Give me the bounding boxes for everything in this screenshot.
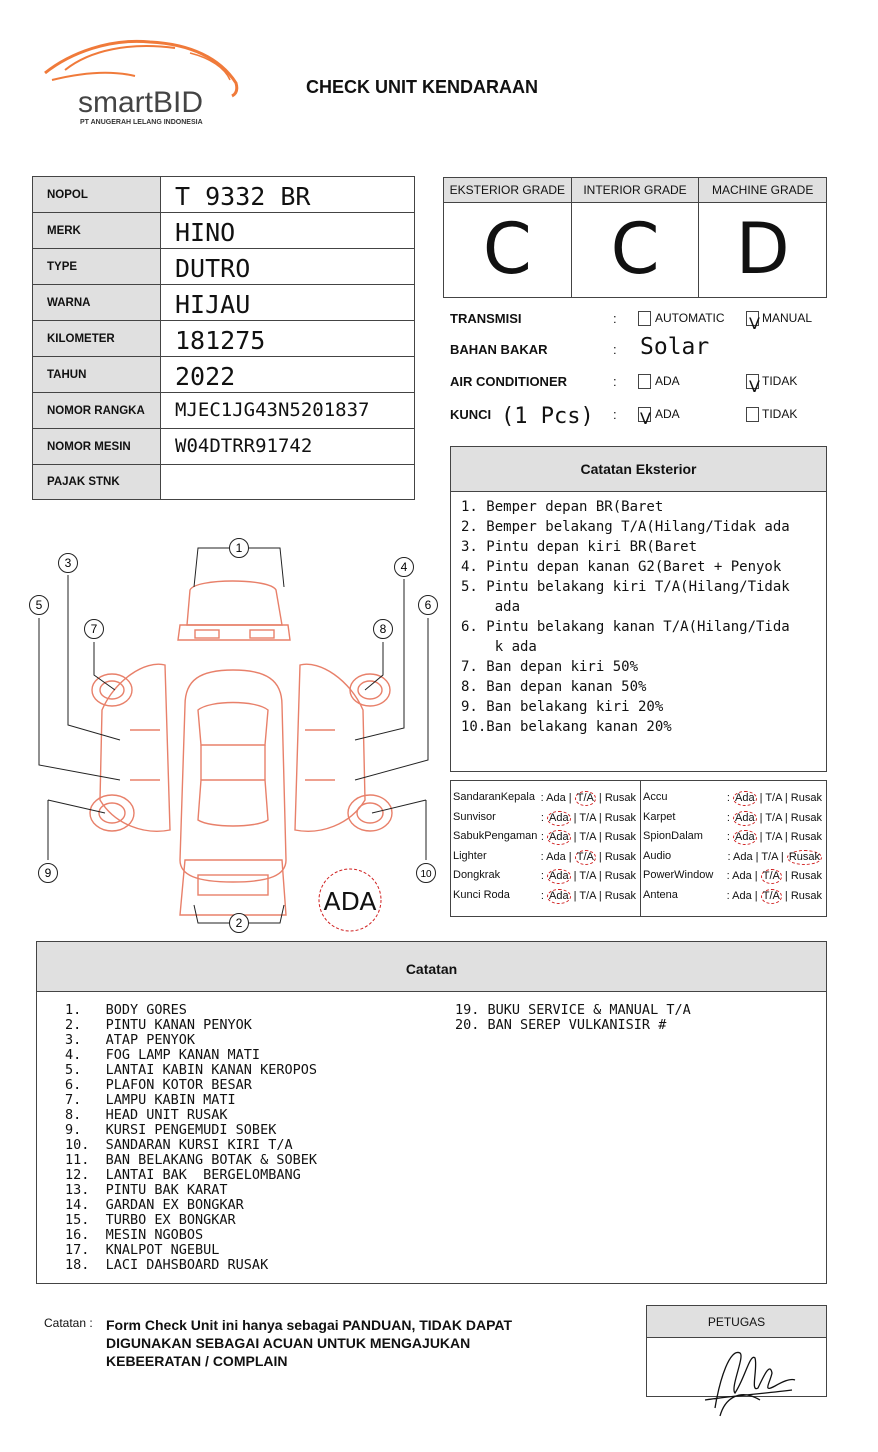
notes-title: Catatan [37, 942, 826, 992]
label-tahun: TAHUN [33, 357, 161, 393]
note-item: 16. MESIN NGOBOS [65, 1227, 204, 1243]
bahan-bakar-colon: : [613, 342, 617, 357]
exterior-note-item: 9. Ban belakang kiri 20% [461, 699, 664, 715]
interior-grade-label: INTERIOR GRADE [572, 178, 699, 203]
row-warna [33, 285, 415, 321]
interior-item-options: : Ada | T/A | Rusak [540, 870, 636, 882]
note-item: 2. PINTU KANAN PENYOK [65, 1017, 252, 1033]
manual-check-mark: V [749, 314, 760, 333]
interior-row [453, 791, 640, 811]
note-item: 3. ATAP PENYOK [65, 1032, 196, 1048]
selected-option-mark: Ada [548, 889, 569, 902]
ac-ada-checkbox[interactable] [638, 374, 651, 389]
row-nopol [33, 177, 415, 213]
interior-item-name: Audio [643, 849, 672, 862]
note-item: 4. FOG LAMP KANAN MATI [65, 1047, 261, 1063]
stamp-text: ADA [323, 887, 377, 916]
row-pajak-stnk [33, 465, 415, 500]
interior-row [643, 850, 826, 870]
kunci-count: (1 Pcs) [501, 404, 594, 429]
note-item: 10. SANDARAN KURSI KIRI T/A [65, 1137, 293, 1153]
row-kilometer [33, 321, 415, 357]
interior-item-name: PowerWindow [643, 869, 714, 881]
note-item: 15. TURBO EX BONGKAR [65, 1212, 236, 1228]
interior-column-right [641, 781, 826, 916]
value-tahun: 2022 [161, 357, 415, 393]
interior-grade-value: C [610, 208, 660, 290]
exterior-grade-value: C [482, 208, 532, 290]
interior-item-options: : Ada | T/A | Rusak [727, 850, 820, 863]
value-nomor-rangka: MJEC1JG43N5201837 [161, 393, 415, 429]
document-title: CHECK UNIT KENDARAAN [306, 77, 538, 97]
row-nomor-rangka [33, 393, 415, 429]
machine-grade [699, 178, 826, 297]
kunci-tidak-option: TIDAK [762, 407, 798, 421]
selected-option-mark: Ada [734, 792, 755, 804]
interior-row [643, 830, 826, 850]
label-merk: MERK [33, 213, 161, 249]
selected-option-mark: T/A [576, 850, 594, 863]
interior-item-options: : Ada | T/A | Rusak [726, 831, 822, 843]
label-warna: WARNA [33, 285, 161, 321]
interior-item-options: : Ada | T/A | Rusak [540, 889, 636, 902]
interior-item-options: : Ada | T/A | Rusak [540, 792, 636, 804]
kunci-ada-check-mark: V [640, 409, 651, 428]
exterior-note-item: 2. Bemper belakang T/A(Hilang/Tidak ada [461, 519, 790, 535]
marker-label: 7 [90, 622, 98, 636]
interior-row [453, 889, 640, 909]
interior-row [453, 850, 640, 870]
note-item: 13. PINTU BAK KARAT [65, 1182, 228, 1198]
exterior-note-item: 10.Ban belakang kanan 20% [461, 719, 672, 735]
logo-subtitle: PT ANUGERAH LELANG INDONESIA [80, 119, 203, 126]
label-kilometer: KILOMETER [33, 321, 161, 357]
transmisi-colon: : [613, 311, 617, 326]
interior-row [643, 791, 826, 811]
marker-label: 5 [35, 598, 43, 612]
ac-label: AIR CONDITIONER [450, 374, 567, 389]
exterior-note-item: 3. Pintu depan kiri BR(Baret [461, 539, 698, 555]
bahan-bakar-label: BAHAN BAKAR [450, 342, 548, 357]
kunci-ada-option: ADA [655, 407, 680, 421]
marker-label: 3 [64, 556, 72, 570]
ac-ada-option: ADA [655, 374, 680, 388]
selected-option-mark: T/A [762, 889, 780, 902]
exterior-note-item: 8. Ban depan kanan 50% [461, 679, 647, 695]
label-nomor-rangka: NOMOR RANGKA [33, 393, 161, 429]
marker-label: 6 [424, 598, 432, 612]
interior-item-name: Karpet [643, 810, 676, 823]
label-nomor-mesin: NOMOR MESIN [33, 429, 161, 465]
note-item: 1. BODY GORES [65, 1002, 187, 1018]
note-item: 5. LANTAI KABIN KANAN KEROPOS [65, 1062, 317, 1078]
marker-label: 8 [379, 622, 387, 636]
officer-signature [700, 1338, 800, 1418]
interior-item-name: Lighter [453, 849, 487, 862]
note-item: 20. BAN SEREP VULKANISIR # [455, 1017, 667, 1033]
selected-option-mark: Rusak [788, 850, 820, 863]
diagram-markers [30, 539, 438, 933]
exterior-grade-label: EKSTERIOR GRADE [444, 178, 571, 203]
interior-row [643, 811, 826, 831]
value-kilometer: 181275 [161, 321, 415, 357]
exterior-note-item: 5. Pintu belakang kiri T/A(Hilang/Tidak [461, 579, 790, 595]
note-item: 6. PLAFON KOTOR BESAR [65, 1077, 252, 1093]
marker-label: 10 [420, 869, 432, 880]
ac-colon: : [613, 374, 617, 389]
exterior-note-item: 6. Pintu belakang kanan T/A(Hilang/Tida [461, 619, 790, 635]
kunci-label: KUNCI [450, 407, 492, 422]
exterior-note-item: 4. Pintu depan kanan G2(Baret + Penyok [461, 559, 782, 575]
notes-list-right [455, 1003, 691, 1033]
interior-item-name: SandaranKepala [453, 791, 535, 803]
selected-option-mark: T/A [576, 792, 594, 804]
marker-label: 9 [44, 866, 52, 880]
interior-item-options: : Ada | T/A | Rusak [726, 792, 822, 804]
marker-label: 1 [235, 541, 243, 555]
notes-list-left [65, 1003, 317, 1273]
exterior-note-item: 1. Bemper depan BR(Baret [461, 499, 664, 515]
interior-item-options: : Ada | T/A | Rusak [726, 889, 822, 902]
automatic-checkbox[interactable] [638, 311, 651, 326]
selected-option-mark: Ada [734, 811, 755, 824]
officer-label: PETUGAS [647, 1306, 826, 1338]
value-nopol: T 9332 BR [161, 177, 415, 213]
interior-column-left [451, 781, 641, 916]
row-tahun [33, 357, 415, 393]
interior-row [453, 811, 640, 831]
interior-item-options: : Ada | T/A | Rusak [726, 811, 822, 824]
footer-disclaimer: Form Check Unit ini hanya sebagai PANDUAN, TIDAK DAPAT DIGUNAKAN SEBAGAI ACUAN UNTUK MENGAJUKAN KEBEERATAN / COMPLAIN [106, 1317, 513, 1369]
note-item: 17. KNALPOT NGEBUL [65, 1242, 220, 1258]
note-item: 7. LAMPU KABIN MATI [65, 1092, 236, 1108]
marker-label: 4 [400, 560, 408, 574]
row-type [33, 249, 415, 285]
interior-item-options: : Ada | T/A | Rusak [540, 811, 636, 824]
exterior-grade [444, 178, 572, 297]
interior-item-options: : Ada | T/A | Rusak [540, 831, 636, 843]
selected-option-mark: Ada [734, 831, 755, 843]
label-nopol: NOPOL [33, 177, 161, 213]
vehicle-outline [90, 581, 392, 915]
note-item: 12. LANTAI BAK BERGELOMBANG [65, 1167, 301, 1183]
note-item: 8. HEAD UNIT RUSAK [65, 1107, 228, 1123]
interior-row [453, 869, 640, 889]
logo-text: smartBID [78, 86, 204, 119]
interior-item-name: SabukPengaman [453, 830, 538, 842]
interior-item-name: Dongkrak [453, 869, 501, 881]
value-nomor-mesin: W04DTRR91742 [161, 429, 415, 465]
exterior-note-item: ada [461, 599, 521, 615]
interior-item-options: : Ada | T/A | Rusak [540, 850, 636, 863]
row-merk [33, 213, 415, 249]
manual-option: MANUAL [762, 311, 813, 325]
interior-row [643, 869, 826, 889]
label-pajak-stnk: PAJAK STNK [33, 465, 161, 500]
vehicle-damage-diagram [20, 530, 445, 940]
interior-item-name: Sunvisor [453, 810, 496, 823]
interior-item-name: Antena [643, 888, 678, 901]
interior-item-name: Kunci Roda [453, 888, 510, 901]
notes-panel [36, 941, 827, 1284]
exterior-notes-title: Catatan Eksterior [451, 447, 826, 492]
selected-option-mark: Ada [548, 811, 569, 824]
value-pajak-stnk [161, 465, 415, 500]
interior-checklist [450, 780, 827, 917]
note-item: 11. BAN BELAKANG BOTAK & SOBEK [65, 1152, 317, 1168]
exterior-notes-panel [450, 446, 827, 772]
ac-tidak-option: TIDAK [762, 374, 798, 388]
machine-grade-value: D [735, 208, 790, 290]
interior-grade [572, 178, 700, 297]
value-merk: HINO [161, 213, 415, 249]
exterior-notes-list [451, 492, 826, 737]
kunci-colon: : [613, 407, 617, 422]
value-type: DUTRO [161, 249, 415, 285]
interior-row [643, 889, 826, 909]
selected-option-mark: Ada [548, 831, 569, 843]
callout-lines [39, 548, 428, 923]
transmisi-label: TRANSMISI [450, 311, 522, 326]
smartbid-logo [40, 28, 250, 133]
interior-row [453, 830, 640, 850]
interior-item-name: SpionDalam [643, 830, 703, 842]
kunci-tidak-checkbox[interactable] [746, 407, 759, 422]
exterior-note-item: 7. Ban depan kiri 50% [461, 659, 639, 675]
label-type: TYPE [33, 249, 161, 285]
marker-label: 2 [235, 916, 243, 930]
note-item: 18. LACI DAHSBOARD RUSAK [65, 1257, 269, 1273]
ac-tidak-check-mark: V [749, 377, 760, 396]
note-item: 9. KURSI PENGEMUDI SOBEK [65, 1122, 277, 1138]
note-item: 19. BUKU SERVICE & MANUAL T/A [455, 1002, 691, 1018]
automatic-option: AUTOMATIC [655, 311, 725, 325]
vehicle-identity-table [32, 176, 415, 500]
selected-option-mark: Ada [548, 870, 569, 882]
selected-option-mark: T/A [762, 870, 780, 882]
grade-panel [443, 177, 827, 298]
note-item: 14. GARDAN EX BONGKAR [65, 1197, 244, 1213]
row-nomor-mesin [33, 429, 415, 465]
bahan-bakar-value: Solar [640, 334, 710, 360]
machine-grade-label: MACHINE GRADE [699, 178, 826, 203]
value-warna: HIJAU [161, 285, 415, 321]
interior-item-name: Accu [643, 791, 668, 803]
interior-item-options: : Ada | T/A | Rusak [726, 870, 822, 882]
exterior-note-item: k ada [461, 639, 537, 655]
footer-label: Catatan : [44, 1316, 93, 1330]
